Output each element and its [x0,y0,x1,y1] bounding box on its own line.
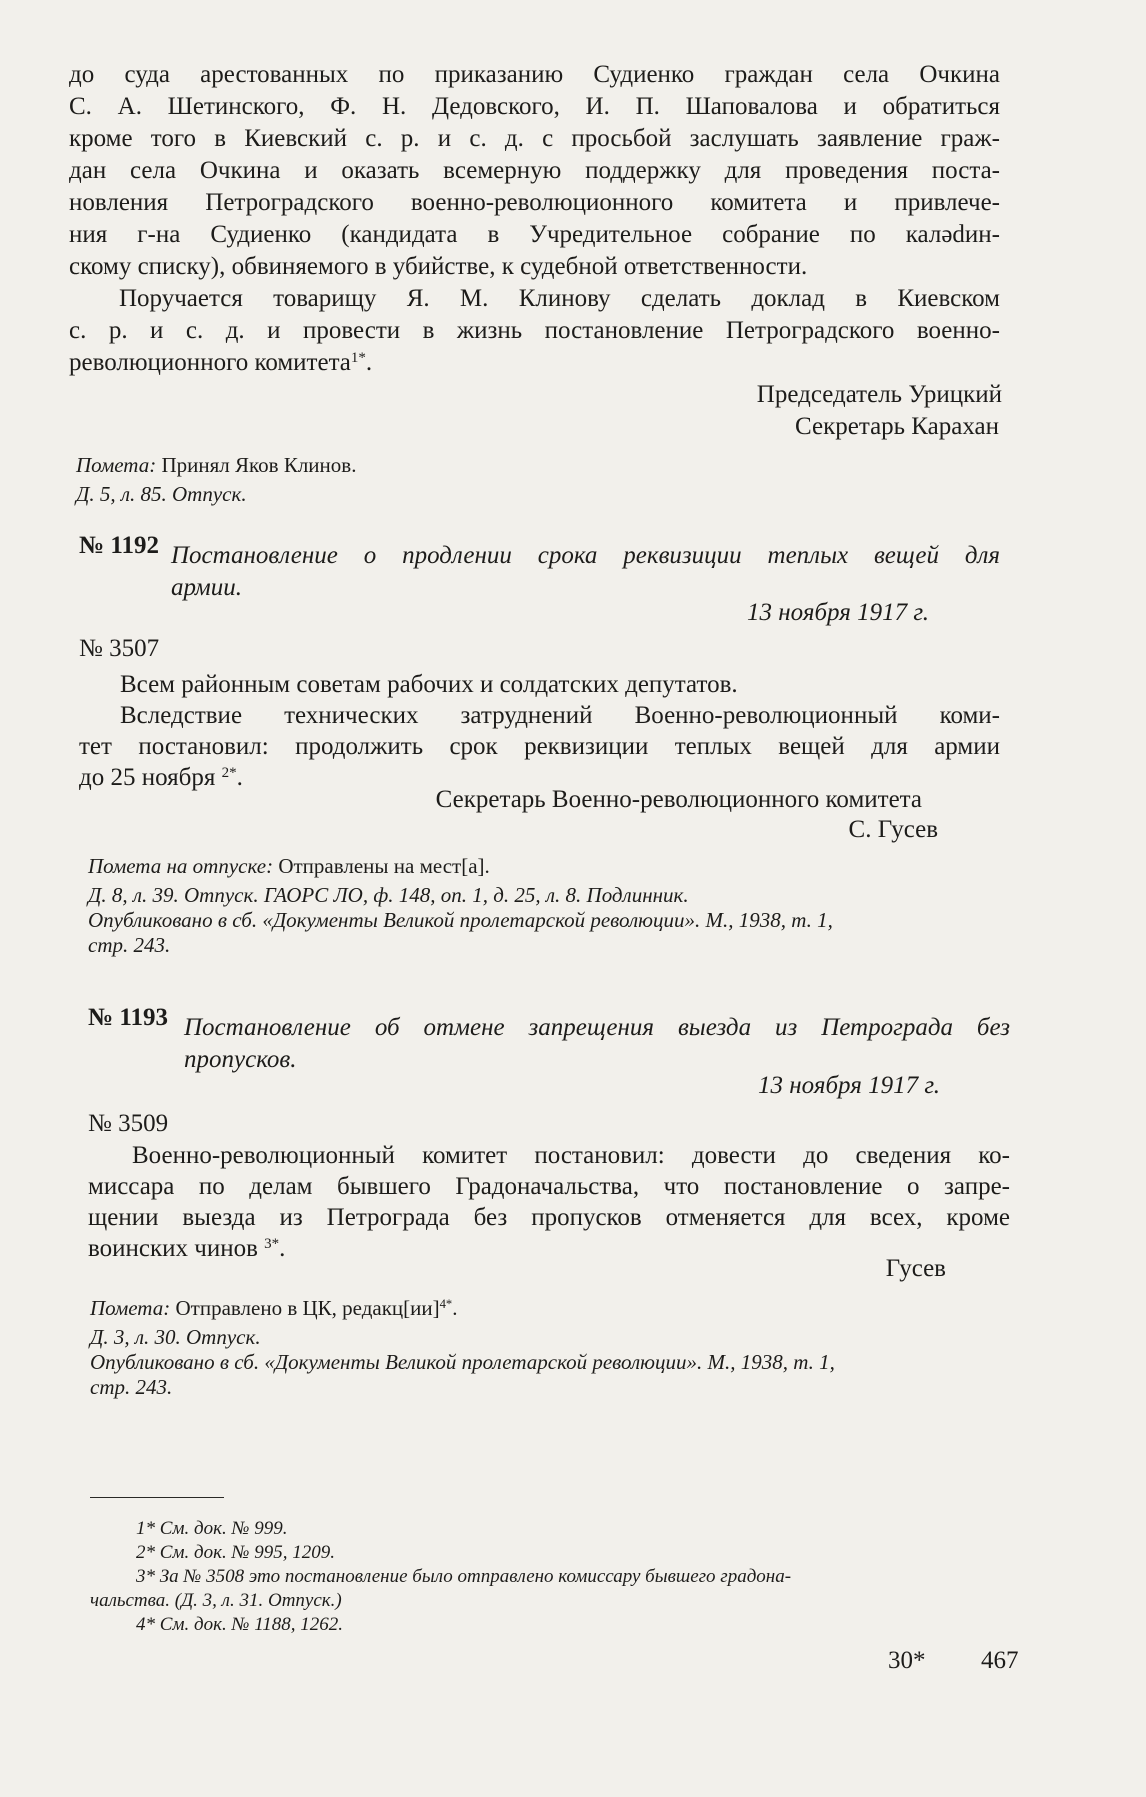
signature-mark: 30* [888,1647,926,1674]
publication-source: стр. 243. [90,1375,173,1399]
note-text: Принял Яков Клинов. [161,453,357,477]
archive-source: Д. 3, л. 30. Отпуск. [90,1325,261,1349]
document-title: армии. [171,574,242,601]
note [88,856,490,877]
signature-secretary: Секретарь Карахан [795,413,999,440]
signature-chairman: Председатель Урицкий [756,381,1002,408]
text-line: С. А. Шетинского, Ф. Н. Дедовского, И. П. Шаповалова и обратиться [69,93,1000,120]
document-title: Постановление о продлении срока реквизиции теплых вещей для [171,542,1000,569]
footnote [136,1519,287,1538]
note-label: Помета: [76,453,157,477]
note [76,455,356,476]
footnote-separator [90,1497,224,1498]
footnote [136,1543,335,1562]
footnote-ref: 4* [439,1297,453,1312]
text-line: воинских чинов $^{3*}$. [88,1235,286,1262]
footnote [90,1591,342,1610]
document-title: пропусков. [184,1046,297,1073]
footnote-mark: 4* [136,1614,155,1635]
document-title: Постановление об отмене запрещения выезда из Петрограда без [184,1014,1010,1041]
text-line: новления Петроградского военно-революционного комитета и привлече- [69,189,1000,216]
footnote [136,1615,343,1634]
footnote-mark: 1* [136,1518,155,1539]
note-label: Помета: [90,1296,171,1320]
archive-source: Д. 5, л. 85. Отпуск. [76,482,247,506]
outgoing-number: № 3509 [88,1110,169,1137]
note-text: Отправлены на мест[а]. [278,854,490,878]
footnote-text: чальства. (Д. 3, л. 31. Отпуск.) [90,1590,342,1611]
text-line: Всем районным советам рабочих и солдатских депутатов. [120,671,738,698]
footnote-text: См. док. № 999. [159,1518,288,1539]
text-span: воинских чинов [88,1235,258,1262]
text-line: скому списку), обвиняемого в убийстве, к судебной ответственности. [69,253,808,280]
publication-source: Опубликовано в сб. «Документы Великой пролетарской революции». М., 1938, т. 1, [90,1350,835,1374]
footnote-mark: 3* [136,1566,155,1587]
publication-source: стр. 243. [88,933,171,957]
note-label: Помета на отпуске: [88,854,274,878]
publication-source: Опубликовано в сб. «Документы Великой пролетарской революции». М., 1938, т. 1, [88,908,833,932]
text-line: тет постановил: продолжить срок реквизиции теплых вещей для армии [79,733,1000,760]
signature-title: Секретарь Военно-революционного комитета [435,786,922,813]
text-line: с. р. и с. д. и провести в жизнь постановление Петроградского военно- [69,317,1000,344]
text-line: до суда арестованных по приказанию Судиенко граждан села Очкина [69,61,1000,88]
footnote-ref: 2* [221,764,237,781]
text-line: Вследствие технических затруднений Военно-революционный коми- [120,702,1000,729]
footnote-text: См. док. № 1188, 1262. [159,1614,344,1635]
document-date: 13 ноября 1917 г. [758,1072,940,1099]
text-line: революционного комитета$^{1*}$. [69,349,373,376]
text-line: миссара по делам бывшего Градоначальства, что постановление о запре- [88,1173,1010,1200]
note: Помета: Отправлено в ЦК, редакц[ии]$^{4*}$. [90,1296,458,1320]
text-line: щении выезда из Петрограда без пропусков отменяется для всех, кроме [88,1204,1010,1231]
note-text: Отправлено в ЦК, редакц[ии] [175,1296,440,1320]
footnote-text: За № 3508 это постановление было отправлено комиссару бывшего градона- [159,1566,792,1587]
footnote [136,1567,791,1586]
archive-source: Д. 8, л. 39. Отпуск. ГАОРС ЛО, ф. 148, оп. 1, д. 25, л. 8. Подлинник. [88,883,689,907]
text-line: кроме того в Киевский с. р. и с. д. с просьбой заслушать заявление граж- [69,125,1000,152]
document-date: 13 ноября 1917 г. [747,599,929,626]
text-line: дан села Очкина и оказать всемерную поддержку для проведения поста- [69,157,1000,184]
footnote-mark: 2* [136,1542,155,1563]
text-span: революционного комитета [69,349,351,376]
footnote-text: См. док. № 995, 1209. [159,1542,335,1563]
signature-name: С. Гусев [848,816,938,843]
text-span: до 25 ноября [79,764,216,791]
footnote-ref: 3* [264,1235,280,1252]
text-line: Военно-революционный комитет постановил: довести до сведения ко- [132,1142,1010,1169]
text-line: ния г-на Судиенко (кандидата в Учредительное собрание по калədин- [69,221,1000,248]
document-number: № 1193 [88,1004,168,1031]
page-number: 467 [981,1647,1019,1674]
footnote-ref: 1* [350,349,366,366]
text-line: до 25 ноября $^{2*}$. [79,764,243,791]
signature-name: Гусев [885,1255,946,1282]
text-line: Поручается товарищу Я. М. Клинову сделать доклад в Киевском [119,285,1000,312]
outgoing-number: № 3507 [79,635,160,662]
document-number: № 1192 [79,532,159,559]
